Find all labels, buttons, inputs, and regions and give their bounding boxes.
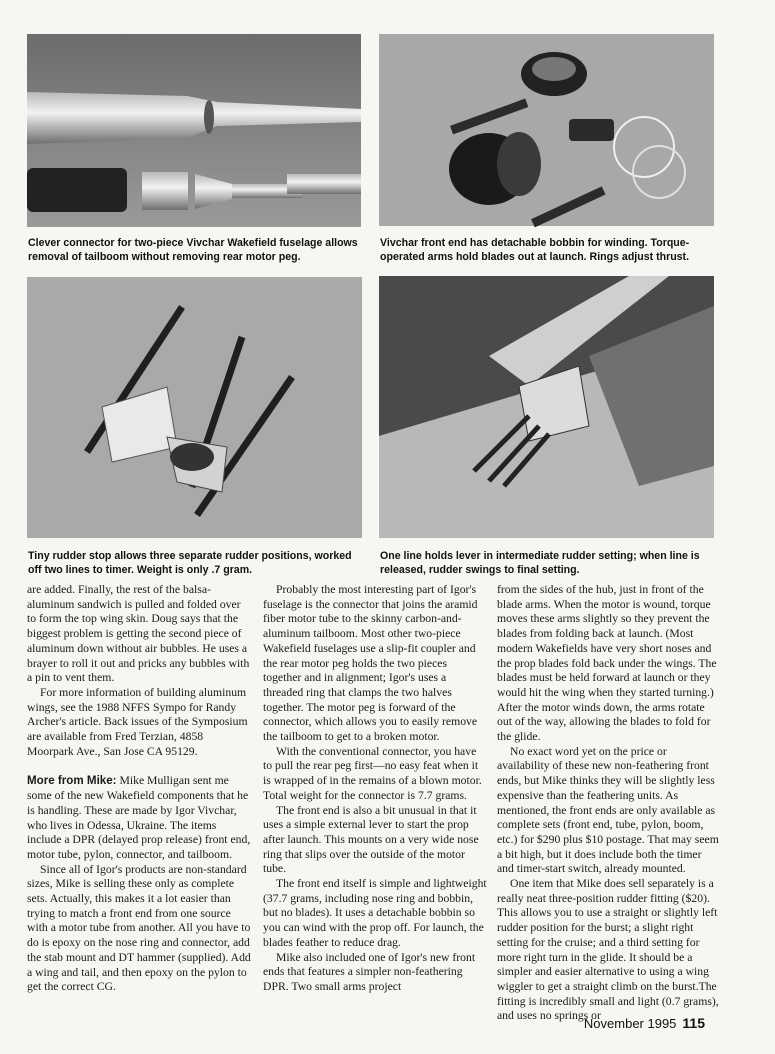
rudder-lever-photo [379, 276, 714, 538]
col1-paragraph-3 [27, 774, 251, 862]
fuselage-connector-caption: Clever connector for two-piece Vivchar Wakefield fuselage allows removal of tailboom without removing rear motor peg. [28, 237, 358, 263]
page-footer [584, 1015, 705, 1031]
col3-paragraph-3: One item that Mike does sell separately is a really neat three-position rudder fitting ($20). This allows you to use a straight or slightly left rudder position for the burst; a slight right setting for the cruise; and a third setting for more right turn in the glide. It should be a simpler and easier alternative to using a wing wiggler to get a straight climb on the burst.The fitting is incredibly small and light (0.7 grams), and uses no springs or [497, 877, 719, 1023]
rudder-lever-caption: One line holds lever in intermediate rudder setting; when line is released, rudder swings to final setting. [380, 550, 700, 576]
col3-paragraph-1: from the sides of the hub, just in front of the blade arms. When the motor is wound, torque moves these arms slightly so they prevent the blades from folding back at launch. (Most modern Wakefields have very short noses and the prop blades fold back under the wings. The blades must be held forward at launch or they would hit the wing when they started turning.) After the motor winds down, the arms rotate out of the way, allowing the blades to fold for the glide. [497, 583, 717, 744]
col2-paragraph-4: The front end itself is simple and lightweight (37.7 grams, including nose ring and bobbin, but no blades). It uses a detachable bobbin so you can wind with the prop off. For launch, the blades feather to reduce drag. [263, 877, 487, 949]
rudder-stop-caption: Tiny rudder stop allows three separate rudder positions, worked off two lines to timer. Weight is only .7 gram. [28, 550, 352, 576]
col1-paragraph-2: For more information of building aluminum wings, see the 1988 NFFS Sympo for Randy Archer's article. Back issues of the Symposium are available from Fred Terzian, 4858 Moorpark Ave., San Jose CA 95129. [27, 685, 248, 758]
col2-paragraph-1: Probably the most interesting part of Igor's fuselage is the connector that joins the aramid fiber motor tube to the skinny carbon-and-aluminum tailboom. Most other two-piece Wakefield fuselages use a slip-fit coupler and the rear motor peg holds the two pieces together and in alignment; Igor's uses a threaded ring that clamps the two halves together. The motor peg is forward of the connector, which allows you to easily remove the tailboom to get to a broken motor. [263, 583, 478, 744]
col1-paragraph-4: Since all of Igor's products are non-standard sizes, Mike is selling these only as complete sets. Actually, this makes it a lot easier than trying to match a front end from one source with a motor tube from another. All you have to do is epoxy on the nose ring and connector, add the stab mount and DT hammer (supplied). Add a wing and tail, and then epoxy on the pylon to get the correct CG. [27, 862, 251, 994]
article-column-2 [263, 583, 487, 1013]
rudder-stop-photo [27, 277, 362, 538]
page-number: 115 [682, 1015, 705, 1031]
col2-paragraph-2: With the conventional connector, you have to pull the rear peg first—no easy feat when it is wrapped of in the remains of a blown motor. Total weight for the connector is 7.7 grams. [263, 744, 482, 802]
col3-paragraph-2: No exact word yet on the price or availability of these new non-feathering front ends, but Mike thinks they will be slightly less expensive than the feathering units. As mentioned, the front ends are only available as complete sets (front end, tube, pylon, boom, etc.) for $290 plus $10 postage. That may seem a bit high, but it does include both the timer and timer-start switch, already mounted. [497, 744, 719, 876]
col1-paragraph-3-text: Mike Mulligan sent me some of the new Wakefield components that he is handling. These are made by Igor Vivchar, who lives in Odessa, Ukraine. The items include a DPR (delayed prop release) front end, motor tube, pylon, connector, and tailboom. [27, 774, 251, 861]
front-end-photo [379, 34, 714, 226]
section-heading-more-from-mike: More from Mike: [27, 774, 117, 788]
col1-paragraph-1: are added. Finally, the rest of the balsa-aluminum sandwich is pulled and folded over to form the top wing skin. Doug says that the biggest problem is getting the second piece of aluminum down without air bubbles. He uses a brayer to roll it out and pricks any bubbles with a pin to vent them. [27, 583, 250, 685]
article-column-1 [27, 583, 251, 1013]
fuselage-connector-photo [27, 34, 361, 227]
front-end-caption: Vivchar front end has detachable bobbin for winding. Torque-operated arms hold blades out at launch. Rings adjust thrust. [380, 237, 690, 263]
issue-date: November 1995 [583, 1016, 677, 1031]
col2-paragraph-3: The front end is also a bit unusual in that it uses a simple external lever to start the prop after launch. This mounts on a very wide nose ring that slips over the outside of the motor tube. [263, 803, 479, 876]
col2-paragraph-5: Mike also included one of Igor's new front ends that features a simpler non-feathering DPR. Two small arms project [263, 950, 476, 993]
